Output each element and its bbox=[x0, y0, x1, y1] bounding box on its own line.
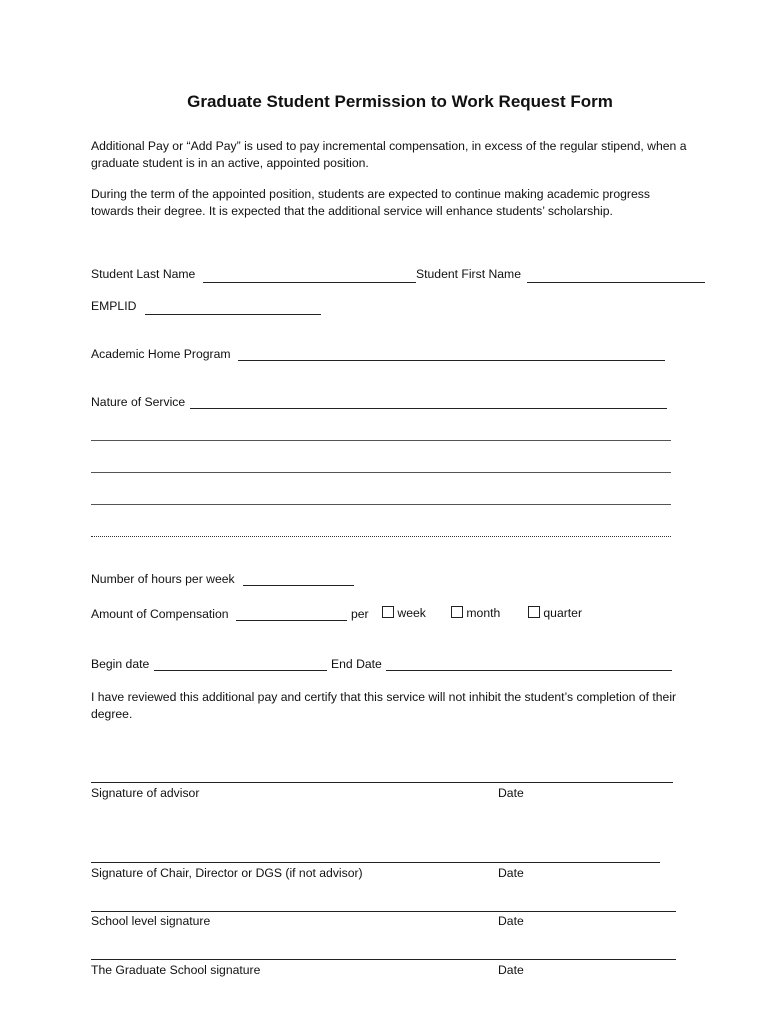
period-option-month[interactable] bbox=[451, 606, 500, 620]
certification-statement: I have reviewed this additional pay and certify that this service will not inhibit the student’s completion of their degree. bbox=[91, 690, 677, 721]
quarter-checkbox[interactable] bbox=[528, 606, 540, 618]
end-date-label: End Date bbox=[331, 657, 382, 671]
page-title: Graduate Student Permission to Work Request Form bbox=[187, 92, 613, 111]
emplid-label: EMPLID bbox=[91, 299, 137, 313]
student-first-name-label: Student First Name bbox=[416, 267, 521, 281]
chair-date-label: Date bbox=[498, 866, 524, 880]
nature-of-service-line-3[interactable] bbox=[91, 472, 671, 473]
month-option-label: month bbox=[466, 606, 501, 620]
chair-signature-label: Signature of Chair, Director or DGS (if not advisor) bbox=[91, 866, 363, 880]
advisor-signature-line[interactable] bbox=[91, 782, 673, 783]
graduate-school-signature-label: The Graduate School signature bbox=[91, 963, 261, 977]
per-label: per bbox=[351, 607, 369, 621]
nature-of-service-line-5[interactable] bbox=[91, 536, 671, 537]
school-signature-label: School level signature bbox=[91, 914, 211, 928]
nature-of-service-label: Nature of Service bbox=[91, 395, 186, 409]
period-option-quarter[interactable] bbox=[528, 606, 582, 620]
amount-of-compensation-label: Amount of Compensation bbox=[91, 607, 229, 621]
student-first-name-field[interactable] bbox=[527, 282, 705, 283]
advisor-signature-label: Signature of advisor bbox=[91, 786, 200, 800]
hours-per-week-field[interactable] bbox=[243, 585, 354, 586]
student-last-name-label: Student Last Name bbox=[91, 267, 196, 281]
hours-per-week-label: Number of hours per week bbox=[91, 572, 235, 586]
end-date-field[interactable] bbox=[386, 670, 672, 671]
amount-of-compensation-field[interactable] bbox=[236, 620, 347, 621]
intro-paragraph-2: During the term of the appointed position, students are expected to continue making academic progress towards their degree. It is expected that the additional service will enhance students’ scholarship. bbox=[91, 187, 650, 218]
begin-date-label: Begin date bbox=[91, 657, 150, 671]
graduate-school-signature-line[interactable] bbox=[91, 959, 676, 960]
student-last-name-field[interactable] bbox=[203, 282, 416, 283]
week-checkbox[interactable] bbox=[382, 606, 394, 618]
nature-of-service-line-4[interactable] bbox=[91, 504, 671, 505]
school-signature-line[interactable] bbox=[91, 911, 676, 912]
chair-signature-line[interactable] bbox=[91, 862, 660, 863]
school-date-label: Date bbox=[498, 914, 524, 928]
begin-date-field[interactable] bbox=[154, 670, 327, 671]
advisor-date-label: Date bbox=[498, 786, 524, 800]
quarter-option-label: quarter bbox=[543, 606, 583, 620]
period-option-week[interactable] bbox=[382, 606, 426, 620]
academic-home-program-label: Academic Home Program bbox=[91, 347, 231, 361]
week-option-label: week bbox=[397, 606, 426, 620]
nature-of-service-field[interactable] bbox=[190, 408, 667, 409]
intro-paragraph-1: Additional Pay or “Add Pay” is used to pay incremental compensation, in excess of the regular stipend, when a graduate student is in an active, appointed position. bbox=[91, 139, 687, 170]
academic-home-program-field[interactable] bbox=[238, 360, 665, 361]
graduate-school-date-label: Date bbox=[498, 963, 524, 977]
month-checkbox[interactable] bbox=[451, 606, 463, 618]
nature-of-service-line-2[interactable] bbox=[91, 440, 671, 441]
emplid-field[interactable] bbox=[145, 314, 321, 315]
